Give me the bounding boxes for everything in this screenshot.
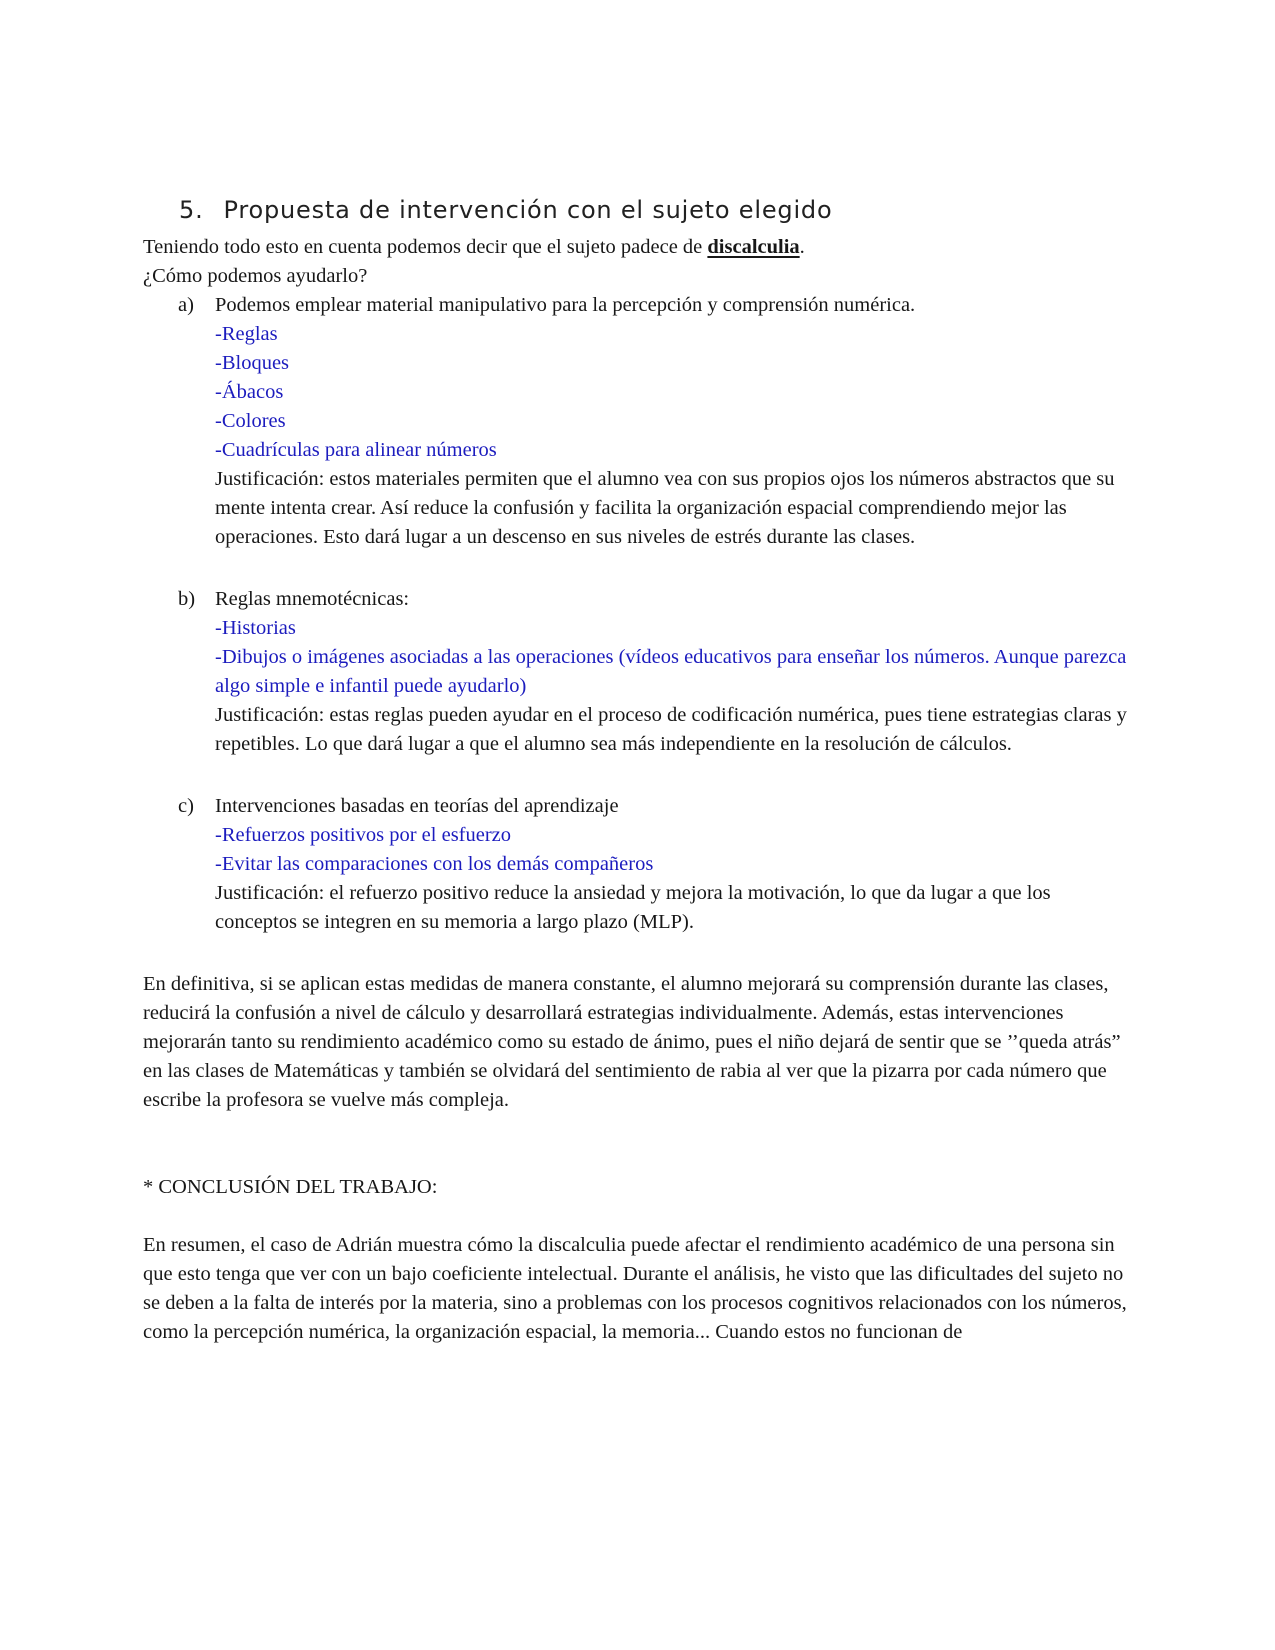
list-item-a-body <box>215 291 1133 552</box>
item-c-title: Intervenciones basadas en teorías del aprendizaje <box>215 795 619 817</box>
item-b-justification: Justificación: estas reglas pueden ayudar en el proceso de codificación numérica, pues tiene estrategias claras y repetibles. Lo que dará lugar a que el alumno sea más independiente en la resolución de cálculos. <box>215 704 1127 755</box>
list-marker-a: a) <box>178 294 194 316</box>
conclusion-paragraph: En resumen, el caso de Adrián muestra cómo la discalculia puede afectar el rendimiento académico de una persona sin que esto tenga que ver con un bajo coeficiente intelectual. Durante el análisis, he visto que las dificultades del sujeto no se deben a la falta de interés por la materia, sino a problemas con los procesos cognitivos relacionados con los números, como la percepción numérica, la organización espacial, la memoria... Cuando estos no funcionan de <box>143 1234 1127 1343</box>
section-heading <box>179 196 1133 224</box>
item-b-title: Reglas mnemotécnicas: <box>215 588 410 610</box>
section-title: Propuesta de intervención con el sujeto elegido <box>223 196 833 224</box>
section-number: 5. <box>179 196 204 224</box>
intro-text-before: Teniendo todo esto en cuenta podemos decir que el sujeto padece de <box>143 236 708 258</box>
item-c-justification: Justificación: el refuerzo positivo reduce la ansiedad y mejora la motivación, lo que da lugar a que los conceptos se integren en su memoria a largo plazo (MLP). <box>215 882 1051 933</box>
diagnosis-term: discalculia <box>707 236 800 258</box>
item-a-title: Podemos emplear material manipulativo para la percepción y comprensión numérica. <box>215 294 916 316</box>
list-item-b <box>143 585 1133 759</box>
item-b-material-line: -Dibujos o imágenes asociadas a las operaciones (vídeos educativos para enseñar los números. Aunque parezca algo simple e infantil puede ayudarlo) <box>215 646 1127 697</box>
paragraph-spacer <box>143 552 1133 585</box>
intro-line <box>143 233 1133 262</box>
item-a-material-line: -Ábacos <box>215 381 284 403</box>
item-c-material-line: -Refuerzos positivos por el esfuerzo <box>215 824 512 846</box>
list-item-a <box>143 291 1133 552</box>
intro-text-after: . <box>799 236 805 258</box>
item-c-material-line: -Evitar las comparaciones con los demás compañeros <box>215 853 654 875</box>
item-a-material-line: -Cuadrículas para alinear números <box>215 439 497 461</box>
item-a-material-line: -Colores <box>215 410 286 432</box>
list-item-b-body <box>215 585 1133 759</box>
list-item-c <box>143 792 1133 937</box>
intro-question: ¿Cómo podemos ayudarlo? <box>143 265 368 287</box>
item-a-material-line: -Reglas <box>215 323 278 345</box>
list-item-c-body <box>215 792 1133 937</box>
paragraph-spacer <box>143 937 1133 970</box>
item-a-material-line: -Bloques <box>215 352 290 374</box>
list-marker-b: b) <box>178 588 196 610</box>
item-a-justification: Justificación: estos materiales permiten que el alumno vea con sus propios ojos los números abstractos que su mente intenta crear. Así reduce la confusión y facilita la organización espacial comprendiendo mejor las operaciones. Esto dará lugar a un descenso en sus niveles de estrés durante las clases. <box>215 468 1115 548</box>
paragraph-spacer <box>143 1202 1133 1231</box>
paragraph-spacer <box>143 1115 1133 1173</box>
paragraph-spacer <box>143 759 1133 792</box>
list-marker-c: c) <box>178 795 194 817</box>
closing-paragraph: En definitiva, si se aplican estas medidas de manera constante, el alumno mejorará su comprensión durante las clases, reducirá la confusión a nivel de cálculo y desarrollará estrategias individualmente. Además, estas intervenciones mejorarán tanto su rendimiento académico como su estado de ánimo, pues el niño dejará de sentir que se ’’queda atrás” en las clases de Matemáticas y también se olvidará del sentimiento de rabia al ver que la pizarra por cada número que escribe la profesora se vuelve más compleja. <box>143 973 1121 1111</box>
item-b-material-line: -Historias <box>215 617 296 639</box>
conclusion-heading: * CONCLUSIÓN DEL TRABAJO: <box>143 1176 438 1198</box>
